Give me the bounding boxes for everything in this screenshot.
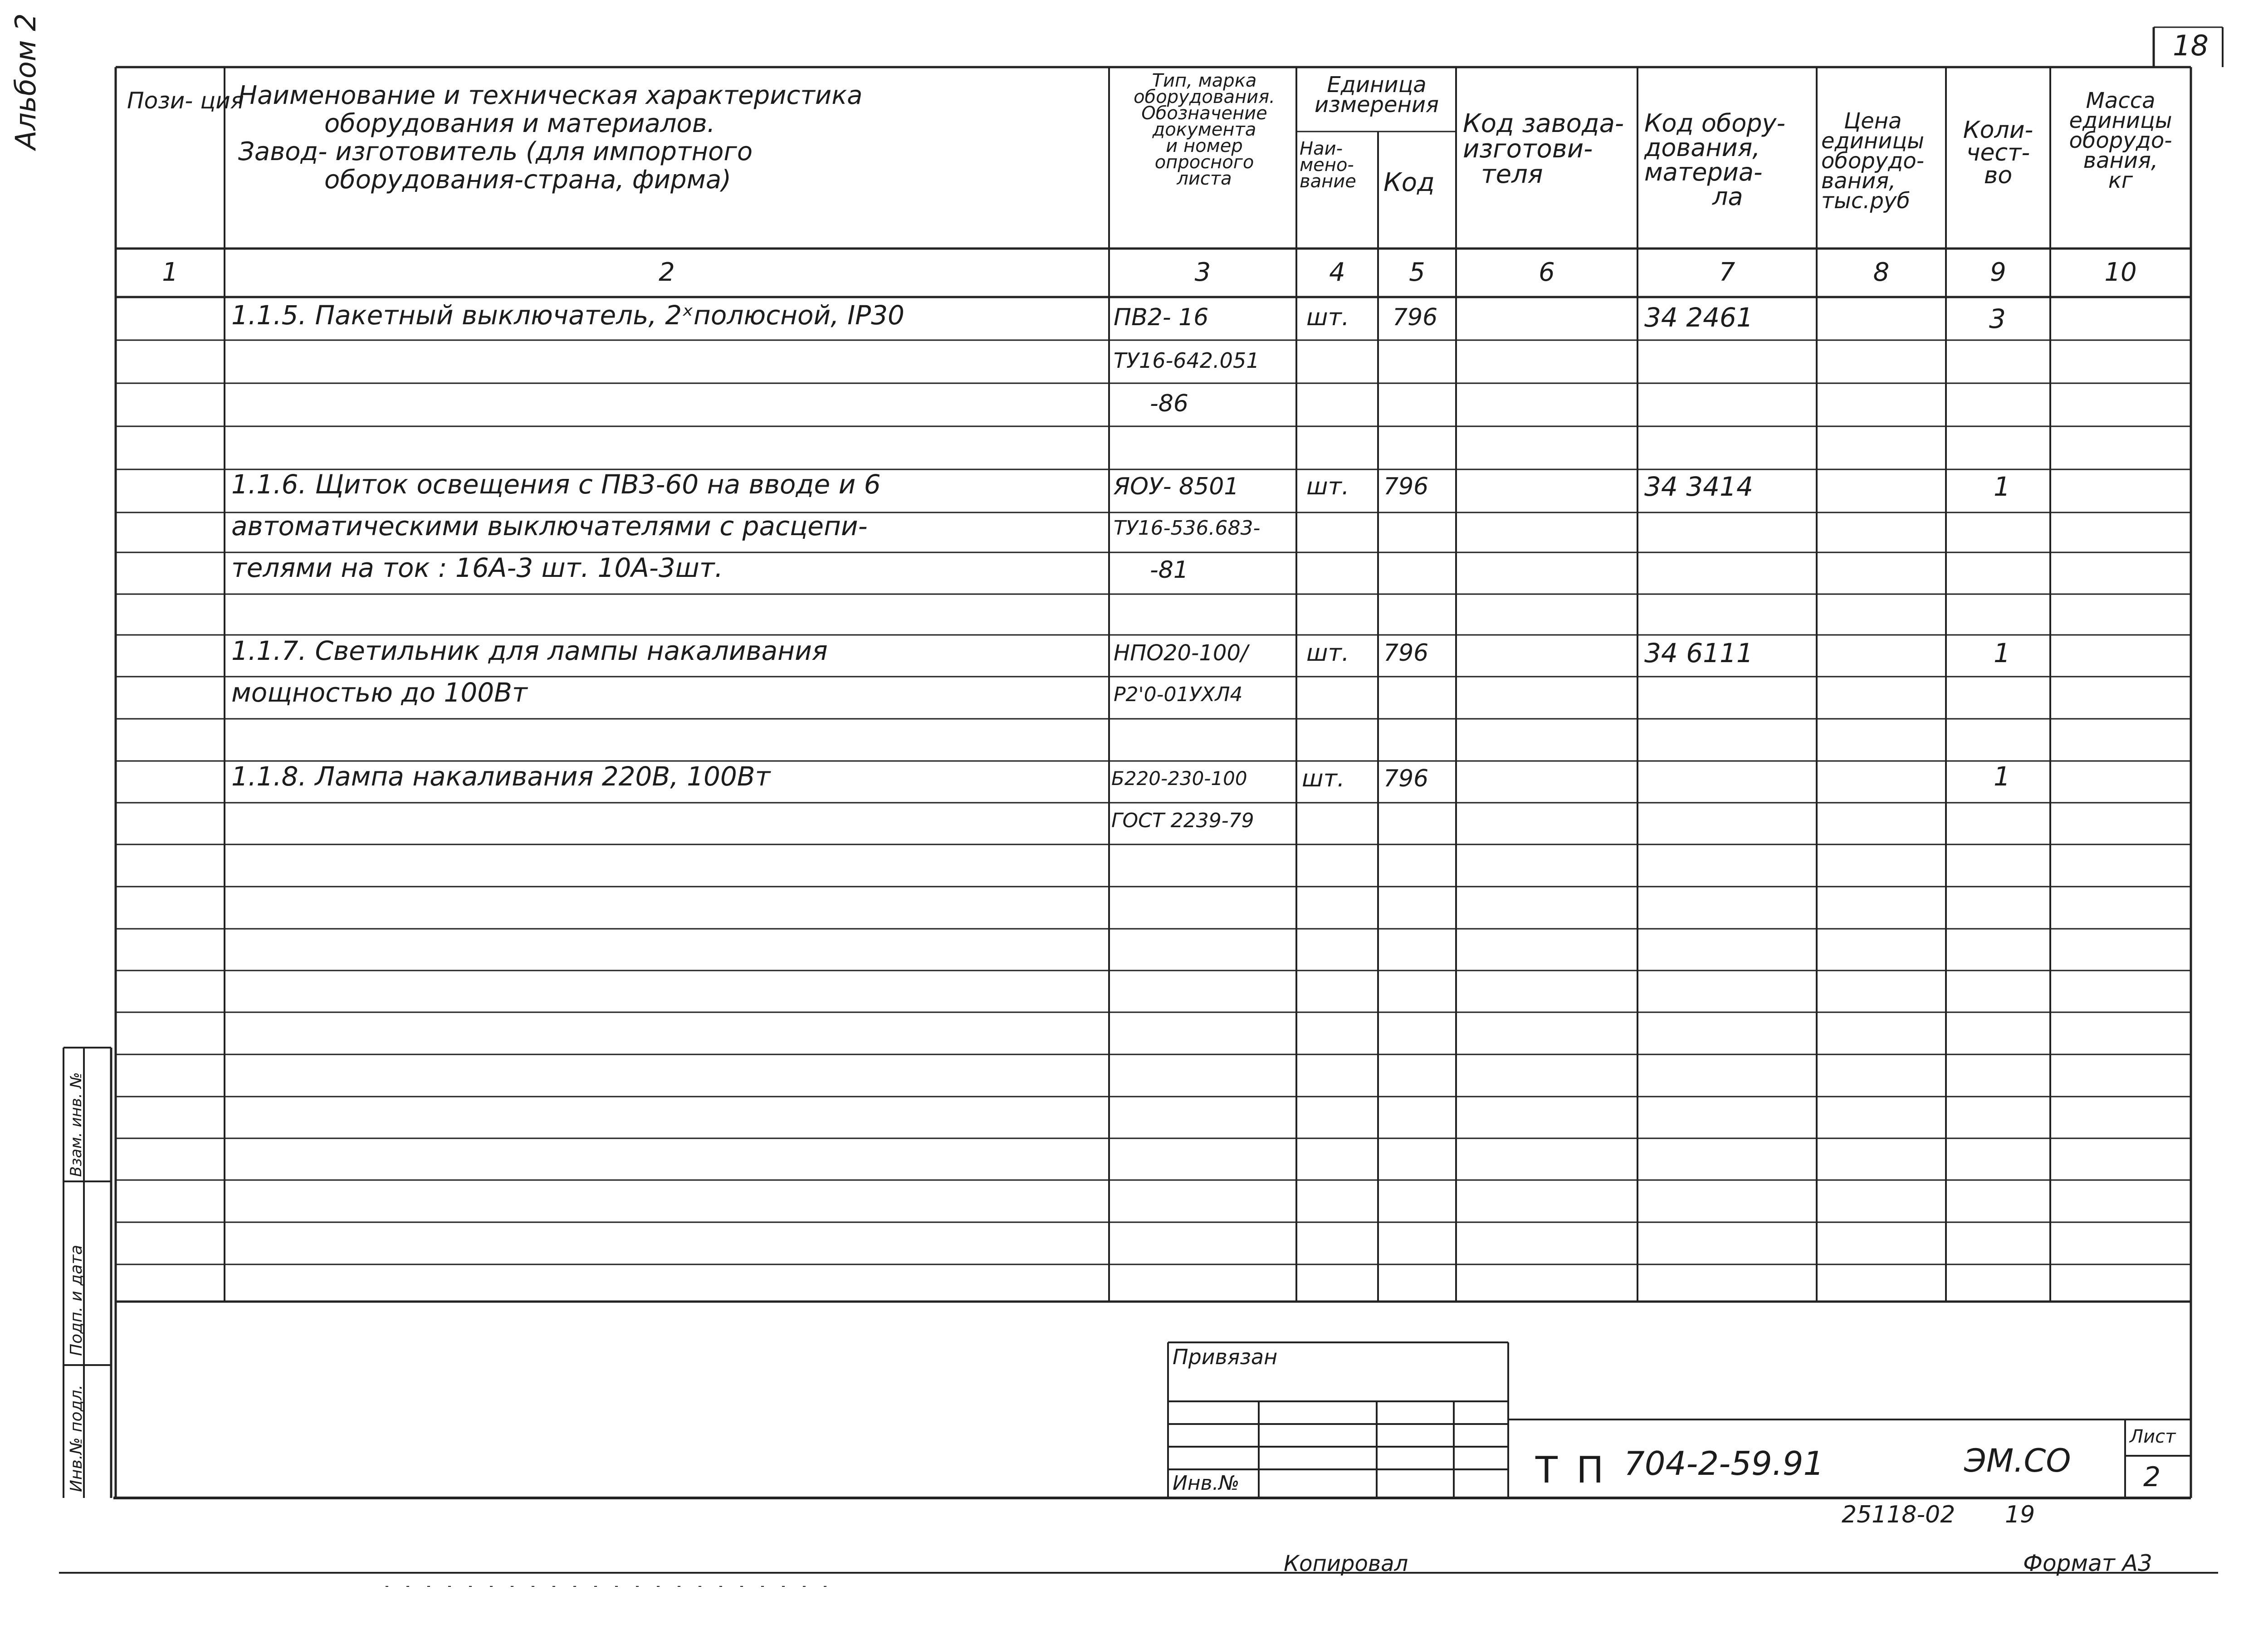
- header-unit-line: Единица: [1327, 72, 1427, 98]
- column-number: 3: [1194, 258, 1211, 287]
- header-type-line: документа: [1152, 119, 1256, 140]
- item-code: 796: [1383, 765, 1429, 792]
- header-price-line: единицы: [1821, 128, 1925, 154]
- header-type-line: Тип, марка: [1152, 70, 1257, 91]
- item-name: 1.1.6. Щиток освещения с ПВ3-60 на вводе и 6: [231, 469, 881, 500]
- header-equip-line: ла: [1712, 182, 1743, 211]
- item-quantity: 1: [1994, 471, 2010, 502]
- stamp-privyazan: Привязан: [1173, 1345, 1278, 1369]
- header-position: Пози- ция: [127, 88, 244, 114]
- stamp-sheet-number: 2: [2143, 1461, 2161, 1493]
- header-type-line: Обозначение: [1141, 103, 1267, 124]
- header-equip-line: дования,: [1644, 133, 1760, 162]
- column-number: 6: [1539, 258, 1555, 287]
- header-name-line: Наименование и техническая характеристика: [238, 81, 863, 110]
- header-equipment-code: [1644, 111, 1785, 209]
- column-number: 5: [1409, 258, 1425, 287]
- header-mass: [2055, 88, 2186, 193]
- item-type: Б220-230-100: [1111, 767, 1247, 790]
- margin-label-signature-date: Подп. и дата: [67, 1244, 86, 1356]
- item-type: ТУ16-536.683-: [1114, 517, 1261, 540]
- item-unit: шт.: [1306, 473, 1349, 500]
- page-number: 18: [2173, 29, 2209, 62]
- stamp-inventory-number: Инв.№: [1173, 1472, 1240, 1495]
- header-price-line: Цена: [1844, 108, 1902, 134]
- header-qty-line: чест-: [1966, 139, 2030, 166]
- header-price-line: оборудо-: [1821, 148, 1925, 174]
- column-number: 1: [162, 258, 178, 287]
- archive-number: 25118-02: [1842, 1501, 1955, 1528]
- item-code: 796: [1383, 639, 1429, 667]
- item-equipment-code: 34 2461: [1644, 302, 1753, 333]
- header-unit-name: [1300, 138, 1377, 192]
- header-unit-line: измерения: [1315, 92, 1439, 117]
- header-factory-code: [1463, 111, 1624, 187]
- header-type: [1120, 70, 1288, 189]
- header-unit-code: Код: [1383, 168, 1435, 197]
- item-name: мощностью до 100Вт: [231, 677, 528, 708]
- item-code: 796: [1383, 473, 1429, 500]
- header-quantity: [1953, 119, 2043, 187]
- copied-by: Копировал: [1284, 1551, 1408, 1576]
- header-factory-line: изготови-: [1463, 134, 1593, 164]
- header-name-line: оборудования-страна, фирма): [324, 165, 731, 195]
- header-unit-name-line: Наи-: [1300, 138, 1343, 159]
- item-equipment-code: 34 6111: [1644, 638, 1753, 668]
- item-code: 796: [1393, 304, 1438, 331]
- column-number: 2: [659, 258, 675, 287]
- item-type: ЯОУ- 8501: [1114, 473, 1239, 500]
- column-number: 7: [1719, 258, 1735, 287]
- format-label: Формат А3: [2023, 1550, 2152, 1576]
- item-type: Р2'0-01УХЛ4: [1114, 683, 1243, 706]
- column-number: 8: [1873, 258, 1890, 287]
- album-label: Альбом 2: [9, 13, 42, 150]
- header-name: [238, 82, 862, 194]
- header-type-line: опросного: [1154, 152, 1254, 173]
- item-name: 1.1.7. Светильник для лампы накаливания: [231, 635, 828, 666]
- header-price: [1821, 108, 1925, 214]
- item-type: ТУ16-642.051: [1114, 348, 1260, 373]
- column-number: 9: [1990, 258, 2006, 287]
- header-type-line: оборудования.: [1134, 87, 1275, 107]
- header-name-line: оборудования и материалов.: [324, 109, 715, 138]
- archive-page: 19: [2005, 1501, 2035, 1528]
- header-unit-name-line: мено-: [1300, 155, 1354, 176]
- header-equip-line: материа-: [1644, 158, 1763, 186]
- header-mass-line: Масса: [2086, 88, 2156, 113]
- item-unit: шт.: [1302, 765, 1345, 792]
- item-type: -86: [1150, 390, 1188, 417]
- column-number: 4: [1329, 258, 1345, 287]
- header-price-line: тыс.руб: [1821, 188, 1910, 214]
- stamp-sheet-label: Лист: [2130, 1426, 2176, 1447]
- header-qty-line: Коли-: [1963, 117, 2033, 144]
- header-mass-line: кг: [2108, 168, 2133, 193]
- header-price-line: вания,: [1821, 168, 1896, 194]
- item-name: автоматическими выключателями с расцепи-: [231, 511, 868, 541]
- stamp-mark: ЭМ.СО: [1964, 1442, 2071, 1479]
- item-name: телями на ток : 16А-3 шт. 10А-3шт.: [231, 552, 723, 583]
- item-quantity: 1: [1994, 638, 2010, 668]
- header-unit-name-line: вание: [1300, 171, 1356, 192]
- header-mass-line: единицы: [2069, 108, 2172, 133]
- item-type: -81: [1150, 556, 1188, 584]
- item-equipment-code: 34 3414: [1644, 471, 1753, 502]
- header-unit-group: [1300, 72, 1454, 117]
- header-mass-line: вания,: [2083, 148, 2158, 173]
- item-name: 1.1.8. Лампа накаливания 220В, 100Вт: [231, 761, 771, 792]
- header-mass-line: оборудо-: [2069, 128, 2172, 153]
- item-name: 1.1.5. Пакетный выключатель, 2ˣполюсной, IP30: [231, 300, 904, 331]
- item-quantity: 3: [1989, 303, 2006, 334]
- header-factory-line: теля: [1481, 160, 1543, 189]
- stamp-tp: Т П: [1535, 1449, 1608, 1491]
- margin-label-replacement: Взам. инв. №: [67, 1072, 85, 1177]
- header-name-line: Завод- изготовитель (для импортного: [238, 137, 753, 166]
- header-type-line: листа: [1177, 168, 1232, 189]
- header-type-line: и номер: [1166, 136, 1243, 156]
- item-type: НПО20-100/: [1114, 640, 1248, 666]
- header-factory-line: Код завода-: [1463, 109, 1624, 138]
- stamp-document-code: 704-2-59.91: [1624, 1444, 1824, 1483]
- column-number: 10: [2104, 258, 2137, 287]
- item-unit: шт.: [1306, 639, 1349, 667]
- header-qty-line: во: [1984, 162, 2013, 189]
- header-equip-line: Код обору-: [1644, 109, 1785, 137]
- margin-label-inv-original: Инв.№ подл.: [67, 1385, 86, 1492]
- item-type: ПВ2- 16: [1114, 304, 1209, 331]
- item-quantity: 1: [1994, 761, 2010, 792]
- item-type: ГОСТ 2239-79: [1111, 809, 1254, 832]
- item-unit: шт.: [1306, 304, 1349, 331]
